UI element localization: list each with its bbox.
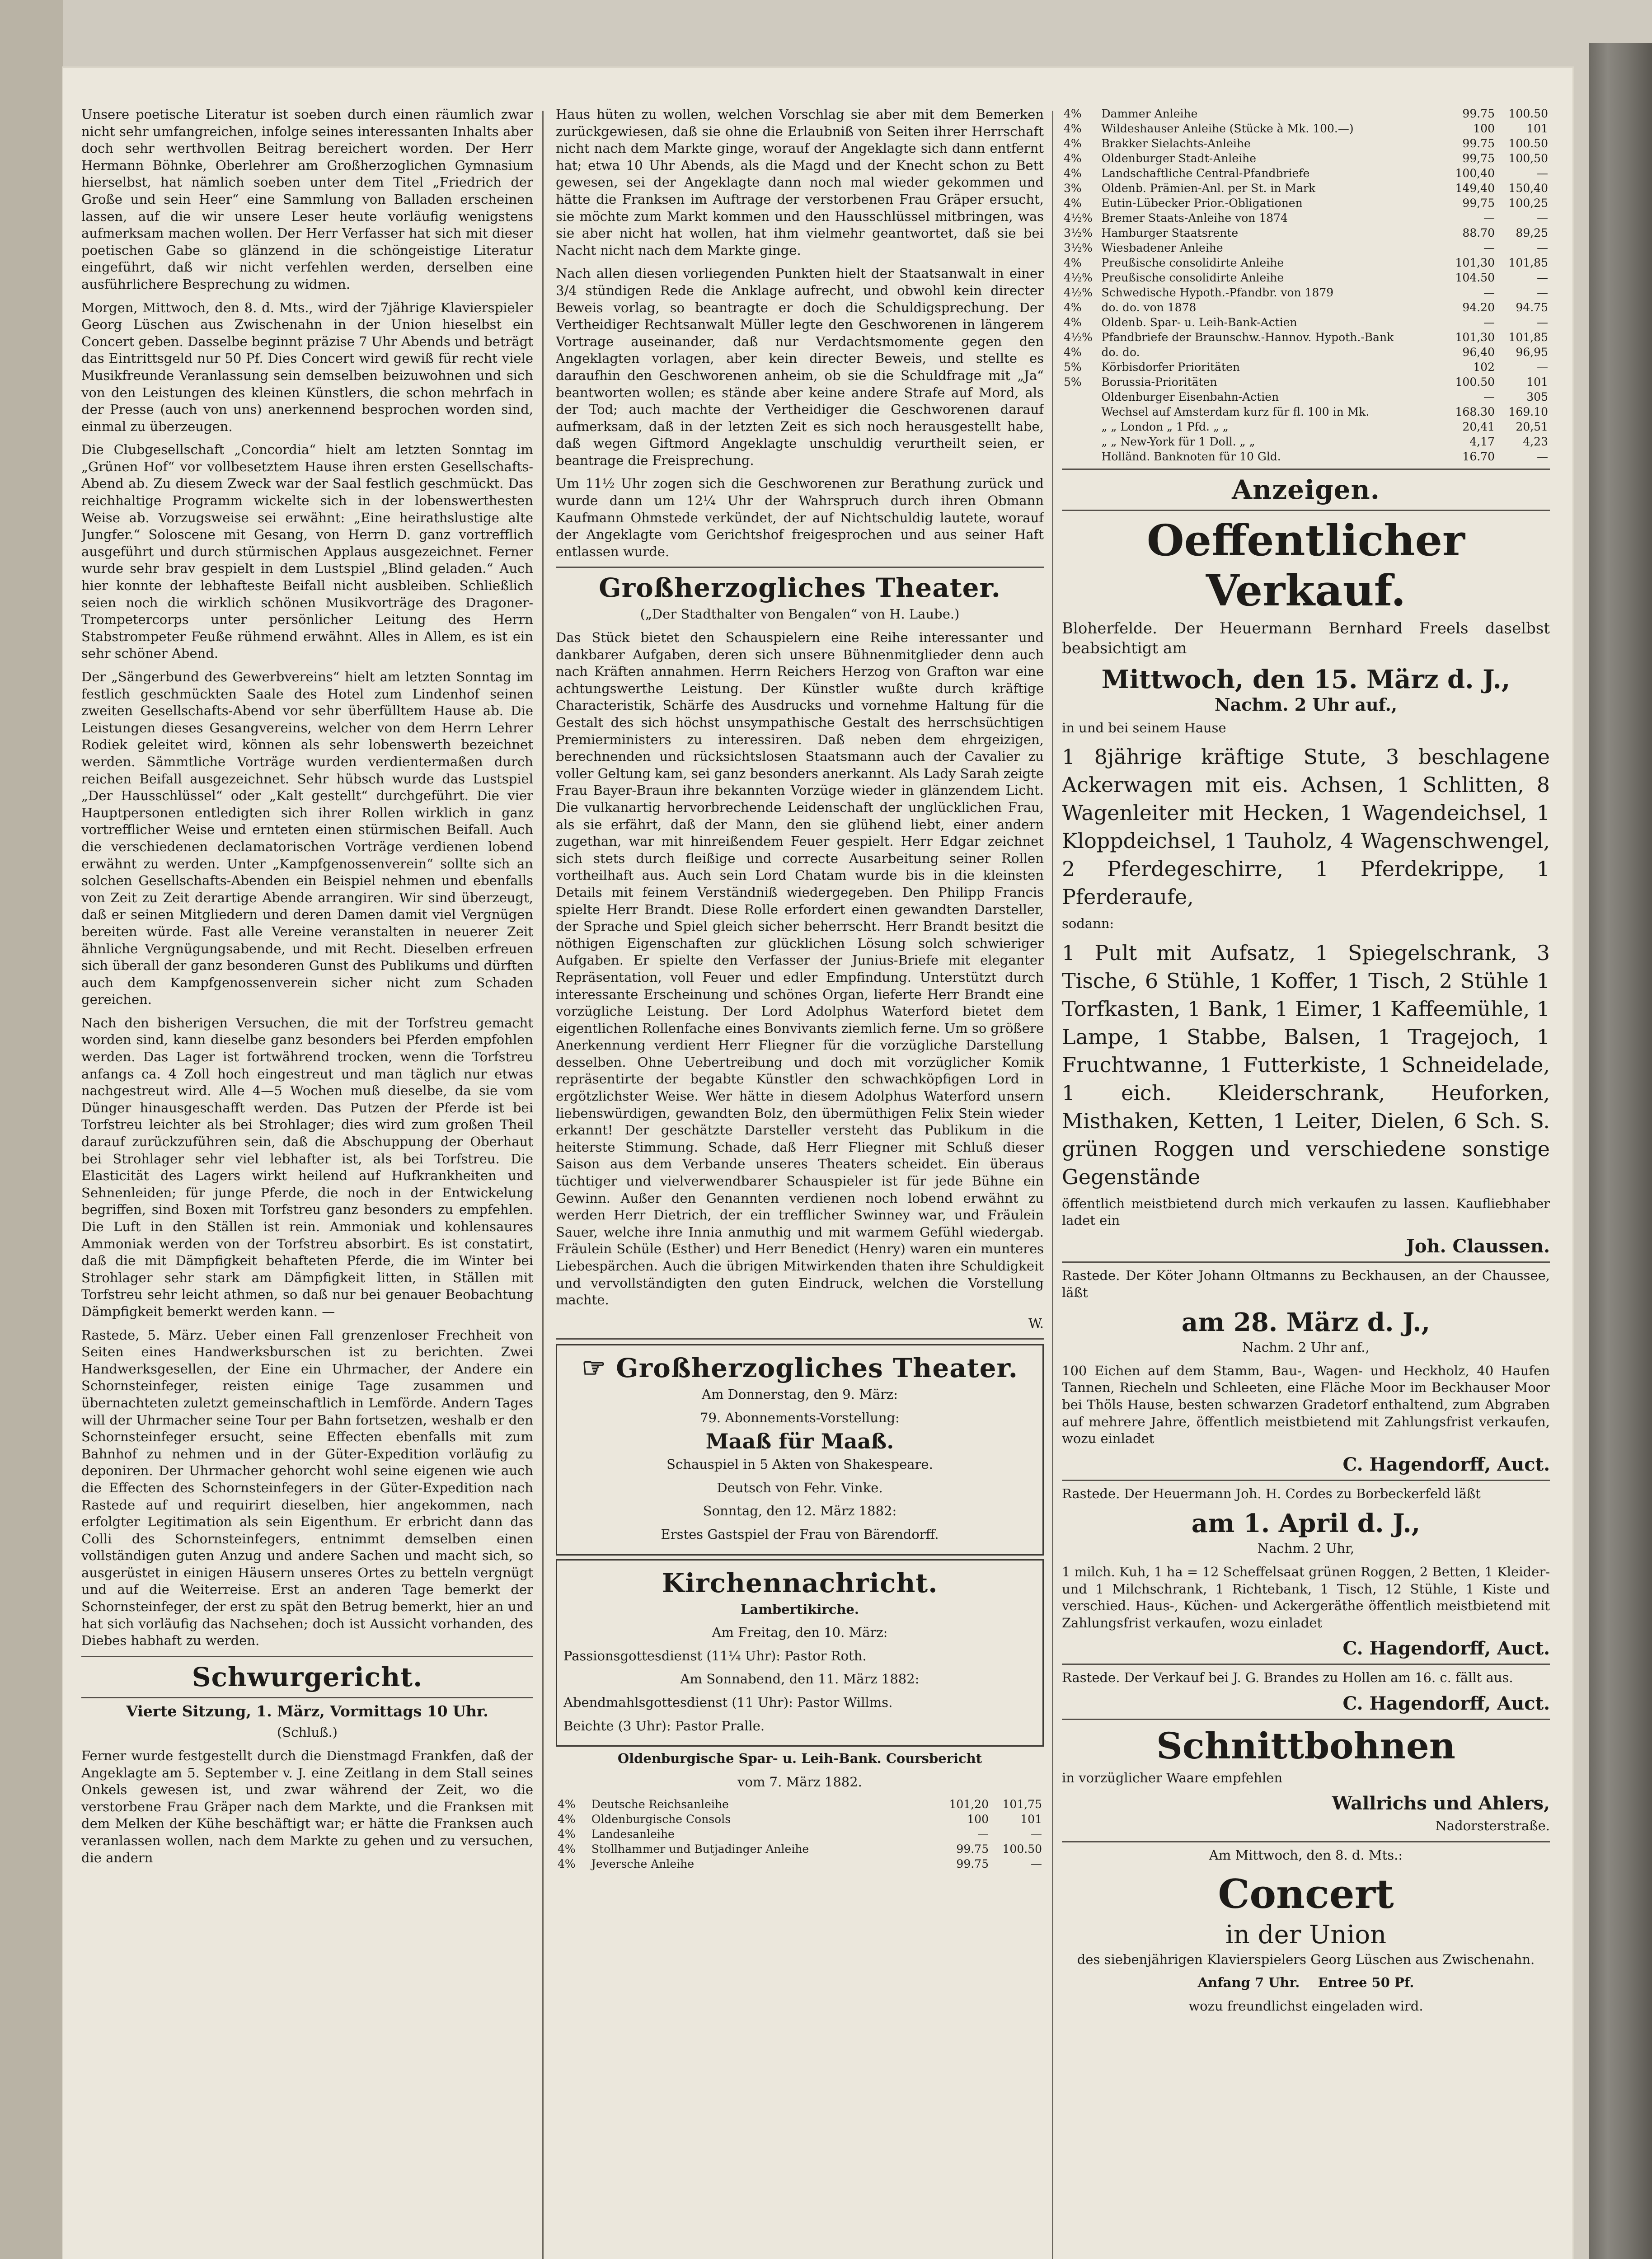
table-cell: 104.50 [1455,271,1495,284]
table-cell: Eutin-Lübecker Prior.-Obligationen [1101,197,1303,210]
divider [1062,1841,1550,1842]
table-cell: „ „ London „ 1 Pfd. „ „ [1101,420,1229,433]
table-cell: 100.50 [1508,137,1548,150]
theater-ad-play: Maaß für Maaß. [705,1429,894,1453]
table-cell: 101,85 [1508,331,1548,344]
table-cell: 94.20 [1462,301,1495,314]
sale2-items: 100 Eichen auf dem Stamm, Bau-, Wagen- und Heckholz, 40 Haufen Tannen, Riecheln und Schleeten, eine Fläche Moor im Beckhauser Moor bei Thöls Hause, besten schwarzen Gradetorf enthaltend, zum Abgraben auf mehrere Jahre, öffentlich meistbietend mit Zahlungsfrist verkaufen, wozu einladet [1062,1363,1550,1447]
table-row [1062,285,1550,300]
table-row [1062,181,1550,196]
theater-ad-line: 79. Abonnements-Vorstellung: [700,1410,900,1425]
section-title-schwurgericht: Schwurgericht. [192,1661,423,1692]
table-row [556,1827,1044,1842]
sale4-signature: C. Hagendorff, Auct. [1342,1692,1550,1714]
table-cell: Brakker Sielachts-Anleihe [1101,137,1251,150]
column-3 [1062,106,1550,2021]
table-cell: 20,51 [1516,420,1548,433]
table-cell: Wiesbadener Anleihe [1101,241,1223,254]
table-cell: — [1031,1828,1042,1841]
theater-ad-line: Sonntag, den 12. März 1882: [703,1503,897,1519]
table-cell: 20,41 [1462,420,1495,433]
table-row [1062,106,1550,121]
table-row [1062,404,1550,419]
table-cell: 4% [558,1842,576,1856]
table-cell: 5% [1064,361,1082,374]
table-cell: 4½% [1064,271,1093,284]
divider [1062,1664,1550,1665]
table-row [1062,121,1550,136]
table-cell: 100.50 [1455,375,1495,389]
table-cell: 100,50 [1508,152,1548,165]
table-row [1062,434,1550,449]
table-row [1062,360,1550,375]
table-cell: Oldenburgische Consols [591,1813,731,1826]
bank-title: Oldenburgische Spar- u. Leih-Bank. Coursbericht [617,1751,982,1767]
table-cell: — [1537,271,1548,284]
book-binding [1589,43,1652,2259]
table-cell: 4% [1064,197,1082,210]
table-cell: Hamburger Staatsrente [1101,226,1239,239]
table-row [556,1797,1044,1812]
theater-ad-line: Schauspiel in 5 Akten von Shakespeare. [666,1457,933,1472]
table-row [1062,449,1550,464]
sale-date: Mittwoch, den 15. März d. J., [1101,665,1511,694]
schwurgericht-plaedoyer: Nach allen diesen vorliegenden Punkten hielt der Staatsanwalt in einer 3/4 stündigen Rede die Anklage aufrecht, und obwohl kein directer Beweis vorlag, so beantragte er doch die Schuldigsprechung. Der Vertheidiger Rechtsanwalt Müller legte den Geschworenen in längerem Vortrage auseinander, daß nur Verdachtsmomente gegen den Angeklagten vorlagen, aber kein directer Beweis, und stellte es daraufhin den Geschworenen anheim, ob sie die Schuldfrage mit „Ja“ beantworten wollen; es stände aber keine andere Strafe auf Mord, als der Tod; auch machte der Vertheidiger die Geschworenen darauf aufmerksam, daß in der letzten Zeit es sich noch herausgestellt habe, daß wegen Giftmord Angeklagte unschuldig verurtheilt seien, er beantrage die Freisprechung. [556,266,1044,468]
table-cell: 3½% [1064,241,1093,254]
table-row [1062,389,1550,404]
table-row [1062,345,1550,360]
theater-ad [556,1344,1044,1555]
table-cell: Pfandbriefe der Braunschw.-Hannov. Hypoth.-Bank [1101,331,1394,344]
sale3-intro: Rastede. Der Heuermann Joh. H. Cordes zu Borbeckerfeld läßt [1062,1486,1481,1501]
table-cell: Preußische consolidirte Anleihe [1101,271,1284,284]
table-row [1062,166,1550,181]
table-cell: 4% [558,1813,576,1826]
article-saengerbund: Der „Sängerbund des Gewerbvereins“ hielt am letzten Sonntag im festlich geschmückten Saale des Hotel zum Lindenhof seinen zweiten Gesellschafts-Abend vor sehr überfülltem Hause ab. Die Leistungen dieses Gesangvereins, welcher von dem Herrn Lehrer Rodiek geleitet wird, können als sehr lobenswerth bezeichnet werden. Sämmtliche Vorträge wurden verdientermaßen durch reichen Beifall ausgezeichnet. Sehr hübsch wurde das Lustspiel „Der Hausschlüssel“ oder „Kalt gestellt“ durchgeführt. Die vier Hauptpersonen entledigten sich ihrer Rollen wirklich in ganz vortrefflicher Weise und ernteten einen stürmischen Beifall. Auch die verschiedenen declamatorischen Vorträge verdienen lobend erwähnt zu werden. Unter „Kampfgenossenverein“ sollte sich an solchen Gesellschafts-Abenden ein Beispiel nehmen und ebenfalls von Zeit zu Zeit derartige Abende arrangiren. Wir sind überzeugt, daß er seinen Mitgliedern und deren Damen damit viel Vergnügen bereiten würde. Fast alle Vereine veranstalten in neuerer Zeit ähnliche Vergnügungsabende, und mit Recht. Dieselben erfreuen sich überall der ganz besonderen Gunst des Publikums und dürften auch dem Kampfgenossenverein sicher nicht zum Schaden gereichen. [81,669,533,1008]
table-cell: Dammer Anleihe [1101,107,1198,120]
table-cell: 4% [1064,107,1082,120]
divider [1062,510,1550,511]
table-cell: do. do. [1101,346,1140,359]
table-cell: 100,25 [1508,197,1548,210]
theater-ad-line: Am Donnerstag, den 9. März: [702,1387,898,1402]
table-cell: 101 [1020,1813,1042,1826]
theater-subtitle: („Der Stadthalter von Bengalen“ von H. Laube.) [640,606,960,622]
section-title-theater: Großherzogliches Theater. [599,572,1001,604]
table-cell: — [1031,1857,1042,1871]
bank-table [556,1797,1044,1871]
sale3-date: am 1. April d. J., [1191,1509,1421,1539]
column-rule [542,111,544,2259]
table-cell: 4% [1064,122,1082,135]
divider [81,1656,533,1657]
table-cell [1062,434,1100,449]
table-cell: Deutsche Reichsanleihe [591,1798,729,1811]
pointing-hand-icon: ☞ [582,1352,606,1384]
table-cell: Körbisdorfer Prioritäten [1101,361,1240,374]
sale2-time: Nachm. 2 Uhr anf., [1242,1340,1370,1355]
exchange-table [1062,106,1550,464]
table-cell: — [1483,286,1495,299]
table-cell: Borussia-Prioritäten [1101,375,1217,389]
column-rule [1052,111,1053,2259]
concert-performer: des siebenjährigen Klavierspielers Georg Lüschen aus Zwischenahn. [1077,1951,1535,1967]
table-cell: 3½% [1064,226,1093,239]
table-cell: 4% [1064,301,1082,314]
table-cell: Oldenb. Spar- u. Leih-Bank-Actien [1101,316,1297,329]
table-cell [1062,404,1100,419]
table-cell: 150,40 [1508,182,1548,195]
beans-address: Nadorsterstraße. [1435,1818,1550,1834]
table-row [1062,151,1550,166]
table-cell: 88.70 [1462,226,1495,239]
table-cell: — [1483,390,1495,403]
table-cell: do. do. von 1878 [1101,301,1197,314]
table-cell: — [1537,211,1548,225]
table-cell: 4% [1064,316,1082,329]
table-cell: — [1537,316,1548,329]
article-literature: Unsere poetische Literatur ist soeben durch einen räumlich zwar nicht sehr umfangreichen, infolge seines interessanten Inhalts aber doch sehr werthvollen Beitrag bereichert worden. Der Herr Hermann Böhnke, Oberlehrer am Großherzoglichen Gymnasium hierselbst, hat nämlich soeben unter dem Titel „Friedrich der Große und sein Heer“ eine Sammlung von Balladen erscheinen lassen, auf die wir unsere Leser heute vorläufig wenigstens aufmerksam machen wollen. Der Herr Verfasser hat sich mit dieser poetischen Gabe so glänzend in die schöngeistige Literatur eingeführt, daß wir nicht verfehlen werden, derselben eine ausführlichere Besprechung zu widmen. [81,107,533,292]
table-row [1062,300,1550,315]
sale-closing: öffentlich meistbietend durch mich verkaufen zu lassen. Kaufliebhaber ladet ein [1062,1195,1550,1228]
table-row [1062,211,1550,225]
table-row [556,1812,1044,1827]
table-cell [1062,419,1100,434]
table-cell: 100.50 [1508,107,1548,120]
divider [556,567,1044,568]
table-row [1062,225,1550,240]
table-cell: Oldenburger Stadt-Anleihe [1101,152,1257,165]
table-cell: 4½% [1064,211,1093,225]
table-cell: — [1537,450,1548,463]
divider [1062,1719,1550,1720]
table-cell: 4% [558,1828,576,1841]
table-cell: — [1537,167,1548,180]
sale3-time: Nachm. 2 Uhr, [1257,1541,1355,1556]
table-cell: 99,75 [1462,197,1495,210]
table-cell: 99,75 [1462,152,1495,165]
table-cell: Holländ. Banknoten für 10 Gld. [1101,450,1281,463]
table-cell: Landesanleihe [591,1828,675,1841]
table-cell: — [1537,361,1548,374]
table-cell: 101,30 [1455,256,1495,269]
sale-time: Nachm. 2 Uhr auf., [1214,694,1398,715]
column-2 [556,106,1044,1871]
church-line: Am Freitag, den 10. März: [712,1625,888,1640]
table-cell: — [1483,316,1495,329]
table-cell: — [1537,286,1548,299]
table-cell: Landschaftliche Central-Pfandbriefe [1101,167,1310,180]
table-cell: 305 [1526,390,1548,403]
sale-items-2: 1 Pult mit Aufsatz, 1 Spiegelschrank, 3 Tische, 6 Stühle, 1 Koffer, 1 Tisch, 2 Stühle 1 Torfkasten, 1 Bank, 1 Eimer, 1 Kaffeemühle, 1 Lampe, 1 Stabbe, Balsen, 1 Tragejoch, 1 Fruchtwanne, 1 Futterkiste, 1 Schneidelade, 1 eich. Kleiderschrank, Heuforken, Misthaken, Ketten, 1 Leiter, Dielen, 6 Sch. S. grünen Roggen und verschiedene sonstige Gegenstände [1062,940,1550,1189]
theater-signature: W. [1028,1315,1044,1331]
article-rastede: Rastede, 5. März. Ueber einen Fall grenzenloser Frechheit von Seiten eines Handwerksburschen ist zu berichten. Zwei Handwerksgesellen, der Eine ein Uhrmacher, der Andere ein Schornsteinfeger, reisten einige Tage zusammen und übernachteten zuletzt gemeinschaftlich in Lemförde. Andern Tages will der Uhrmacher seine Tour per Bahn fortsetzen, weshalb er den Schornsteinfeger ersucht, seine Effecten ebenfalls mit zum Bahnhof zu nehmen und in der Güter-Expedition vorläufig zu deponiren. Der Uhrmacher gehorcht wohl seine eigenen wie auch die Effecten des Schornsteinfegers in der Güter-Expedition nach Rastede auf und requirirt dieselben, hier angekommen, nach erfolgter Legitimation als sein Eigenthum. Er erbricht dann das Colli des Schornsteinfegers, entnimmt demselben einen vollständigen guten Anzug und andere Sachen und macht sich, so ausgerüstet in einigen Häusern unseres Ortes zu betteln vergnügt und auf die Weiterreise. Erst an anderen Tage bemerkt der Schornsteinfeger, der erst zu spät den Betrug bemerkt, hier an und hat sich vorläufig das Nachsehen; doch ist Aussicht vorhanden, des Diebes habhaft zu werden. [81,1327,533,1649]
table-cell: 100 [1473,122,1495,135]
sale-intro: Bloherfelde. Der Heuermann Bernhard Freels daselbst beabsichtigt am [1062,619,1550,657]
table-cell: — [977,1828,989,1841]
table-row [1062,136,1550,151]
table-cell: 4% [1064,167,1082,180]
divider [1062,1480,1550,1481]
table-cell: 100 [967,1813,989,1826]
table-cell: 4% [1064,346,1082,359]
table-cell: 4% [558,1798,576,1811]
table-cell: 4½% [1064,286,1093,299]
table-cell: 101,20 [949,1798,989,1811]
table-cell: 100,40 [1455,167,1495,180]
table-cell: 4% [558,1857,576,1871]
table-cell: 4½% [1064,331,1093,344]
table-cell: 96,40 [1462,346,1495,359]
newspaper-page [63,68,1572,2259]
table-row [1062,375,1550,389]
table-cell: Preußische consolidirte Anleihe [1101,256,1284,269]
theater-ad-title: ☞ Großherzogliches Theater. [582,1352,1018,1384]
article-concert-notice: Morgen, Mittwoch, den 8. d. Mts., wird der 7jährige Klavierspieler Georg Lüschen aus Zwischenahn in der Union hieselbst ein Concert geben. Dasselbe beginnt präzise 7 Uhr Abends und beträgt das Eintrittsgeld nur 50 Pf. Dies Concert wird gewiß für recht viele Musikfreunde Veranlassung sein demselben beizuwohnen und sich von den Leistungen des kleinen Künstlers, die schon mehrfach in der Presse (auch von uns) anerkennend besprochen worden sind, einmal zu überzeugen. [81,300,533,434]
concert-invite: wozu freundlichst eingeladen wird. [1188,1998,1423,2014]
sale-title: Oeffentlicher Verkauf. [1146,516,1465,616]
sale-place: in und bei seinem Hause [1062,720,1226,736]
table-cell: 4% [1064,256,1082,269]
divider [81,1697,533,1698]
sale2-date: am 28. März d. J., [1181,1308,1431,1338]
church-line: Am Sonnabend, den 11. März 1882: [680,1671,920,1687]
table-row [1062,315,1550,330]
table-cell: 96,95 [1516,346,1548,359]
sale3-signature: C. Hagendorff, Auct. [1342,1638,1550,1659]
concert-place: in der Union [1225,1920,1387,1950]
table-cell: Oldenburger Eisenbahn-Actien [1101,390,1279,403]
table-cell: 89,25 [1516,226,1548,239]
article-concordia: Die Clubgesellschaft „Concordia“ hielt am letzten Sonntag im „Grünen Hof“ vor vollbesetztem Hause ihren ersten Gesellschafts-Abend ab. Zu diesem Zweck war der Saal festlich geschmückt. Das reichhaltige Programm wickelte sich in der lobenswerthesten Weise ab. Vorzugsweise sei erwähnt: „Eine heirathslustige alte Jungfer.“ Soloscene mit Gesang, von Herrn D. ganz vortrefflich ausgeführt und durch stürmischen Applaus ausgezeichnet. Ferner wurde sehr brav gespielt in dem Lustspiel „Blind geladen.“ Auch hier konnte der lebhafteste Beifall nicht ausbleiben. Schließlich seien noch die wirklich schönen Musikvorträge des Dragoner-Trompetercorps unter persönlicher Leitung des Herrn Stabstrompeter Feuße rühmend erwähnt. Alles in Allem, es ist ein sehr schöner Abend. [81,442,533,661]
table-cell: — [1483,211,1495,225]
table-cell: 169.10 [1508,405,1548,418]
schwurgericht-text: Ferner wurde festgestellt durch die Dienstmagd Frankfen, daß der Angeklagte am 5. September v. J. eine Zeitlang in dem Stall seines Onkels gewesen ist, und zwar während der Zeit, wo die verstorbene Frau Gräper nach dem Markte, und die Franksen mit dem Melken der Kühe beschäftigt war; er hätte die Franksen auch veranlassen wollen, nach dem Markte zu gehen und zu versuchen, die andern [81,1748,533,1865]
table-cell: Jeversche Anleihe [591,1857,695,1871]
sale3-items: 1 milch. Kuh, 1 ha = 12 Scheffelsaat grünen Roggen, 2 Betten, 1 Kleider- und 1 Milchschrank, 1 Richtebank, 1 Tisch, 12 Stühle, 1 Kiste und verschied. Haus-, Küchen- und Ackergeräthe öffentlich meistbietend mit Zahlungsfrist verkaufen, wozu einladet [1062,1564,1550,1631]
table-row [1062,270,1550,285]
ads-title: Anzeigen. [1232,474,1380,505]
beans-signature: Wallrichs und Ahlers, [1332,1793,1550,1814]
table-row [556,1842,1044,1856]
table-row [1062,419,1550,434]
church-line: Beichte (3 Uhr): Pastor Pralle. [563,1718,765,1734]
table-cell: Schwedische Hypoth.-Pfandbr. von 1879 [1101,286,1334,299]
church-line: Passionsgottesdienst (11¼ Uhr): Pastor Roth. [563,1648,867,1664]
table-cell: Wildeshauser Anleihe (Stücke à Mk. 100.—) [1101,122,1354,135]
divider [556,1338,1044,1340]
table-cell: 99.75 [956,1857,989,1871]
table-cell: 99.75 [956,1842,989,1856]
table-cell: — [1483,241,1495,254]
divider [1062,469,1550,470]
table-cell: Bremer Staats-Anleihe von 1874 [1101,211,1288,225]
table-cell: 4% [1064,152,1082,165]
schwurgericht-continued: Haus hüten zu wollen, welchen Vorschlag sie aber mit dem Bemerken zurückgewiesen, daß sie ohne die Erlaubniß von Seiten ihrer Herrschaft nicht nach dem Markte ginge, worauf der Angeklagte sich dann entfernt hat; etwa 10 Uhr Abends, als die Magd und der Knecht schon zu Bett gewesen, sei der Angeklagte dann noch mal wieder gekommen und hätte die Franksen im Auftrage der verstorbenen Frau Gräper ersucht, sie möchte zum Markt kommen und den Hausschlüssel mitbringen, was sie aber nicht hat wollen, hat ihm vielmehr geantwortet, daß sie bei Nacht nicht nach dem Markte ginge. [556,107,1044,258]
table-cell: 102 [1473,361,1495,374]
schwurgericht-urteil: Um 11½ Uhr zogen sich die Geschworenen zur Berathung zurück und wurde dann um 12¼ Uhr der Wahrspruch durch ihren Obmann Kaufmann Ohmstede verkündet, der auf Nichtschuldig lautete, worauf der Angeklagte vom Gerichtshof freigesprochen und aus seiner Haft entlassen wurde. [556,476,1044,559]
column-1 [81,106,533,1873]
table-row [1062,330,1550,345]
table-cell: 16.70 [1462,450,1495,463]
theater-ad-line: Deutsch von Fehr. Vinke. [717,1480,883,1495]
table-cell: 101,85 [1508,256,1548,269]
bank-date: vom 7. März 1882. [737,1774,862,1790]
schwurgericht-subtitle: Vierte Sitzung, 1. März, Vormittags 10 Uhr. [126,1702,488,1720]
table-cell [1062,449,1100,464]
table-cell: 5% [1064,375,1082,389]
sale4-text: Rastede. Der Verkauf bei J. G. Brandes zu Hollen am 16. c. fällt aus. [1062,1670,1513,1686]
church-title: Kirchennachricht. [662,1567,938,1598]
table-cell: 3% [1064,182,1082,195]
table-cell: Oldenb. Prämien-Anl. per St. in Mark [1101,182,1315,195]
table-cell [1062,389,1100,404]
concert-title: Concert [1218,1870,1394,1917]
table-row [1062,240,1550,255]
table-cell: 101,30 [1455,331,1495,344]
table-cell: 99.75 [1462,107,1495,120]
concert-pre: Am Mittwoch, den 8. d. Mts.: [1209,1847,1403,1863]
table-cell: 4% [1064,137,1082,150]
scan-left-edge [0,0,63,2259]
theater-review: Das Stück bietet den Schauspielern eine Reihe interessanter und dankbarer Aufgaben, deren sich unsere Bühnenmitglieder denn auch nach Kräften annahmen. Herrn Reichers Herzog von Grafton war eine achtungswerthe Leistung. Der Künstler wußte durch kräftige Characteristik, Schärfe des Ausdrucks und vornehme Haltung für die Gestalt des sich höchst unsympathische Gestalt des herrschsüchtigen Premierministers zu interessiren. Daß neben dem ehrgeizigen, berechnenden und rücksichtslosen Staatsmann auch der Cavalier zu voller Geltung kam, sei ganz besonders anerkannt. Als Lady Sarah zeigte Frau Bayer-Braun ihre bekannten Vorzüge wieder in glänzendem Licht. Die vulkanartig hervorbrechende Leidenschaft der unglücklichen Frau, als sie erfährt, daß der Mann, den sie glühend liebt, einer andern zugethan, war mit hinreißendem Feuer gespielt. Herr Edgar zeichnet sich stets durch fleißige und correcte Ausarbeitung seiner Rollen vortheilhaft aus. Auch sein Lord Chatam wurde bis in die kleinsten Details mit feinem Verständniß wiedergegeben. Den Philipp Francis spielte Herr Brandt. Diese Rolle erfordert einen gewandten Darsteller, der Sprache und Spiel gleich sicher beherrscht. Herr Brandt besitzt die nöthigen Eigenschaften zur glücklichen Lösung solch schwieriger Aufgaben. Er spielte den Verfasser der Junius-Briefe mit eleganter Repräsentation, voll Feuer und edler Empfindung. Unterstützt durch interessante Erscheinung und schönes Organ, lieferte Herr Brandt eine vorzügliche Leistung. Der Lord Adolphus Waterford bietet dem eigentlichen Rollenfache eines Bonvivants ziemlich ferne. Um so größere Anerkennung verdient Herr Fliegner für die vorzügliche Darstellung desselben. Ohne Uebertreibung und doch mit vorzüglicher Komik repräsentirte der begabte Künstler den schwachköpfigen Lord in ergötzlichster Weise. Wer hätte in diesem Adolphus Waterford unsern liebenswürdigen, gewandten Bolz, den übermüthigen Felix Stein wieder erkannt! Der geschätzte Darsteller versteht das Publikum in die heiterste Stimmung. Schade, daß Herr Fliegner mit Schluß dieser Saison aus dem Verbande unseres Theaters scheidet. Ein überaus tüchtiger und vielverwendbarer Schauspieler ist für jede Bühne ein Gewinn. Außer den Genannten verdienen noch lobend erwähnt zu werden Herr Dietrich, der ein trefflicher Swinney war, und Fräulein Sauer, welche ihre Innia anmuthig und mit warmem Gefühl wiedergab. Fräulein Schüle (Esther) und Herr Benedict (Henry) waren ein munteres Liebespärchen. Auch die übrigen Mitwirkenden thaten ihre Schuldigkeit und vervollständigten den guten Eindruck, welchen die Vorstellung machte. [556,630,1044,1308]
sale2-intro: Rastede. Der Köter Johann Oltmanns zu Beckhausen, an der Chaussee, läßt [1062,1267,1550,1300]
table-cell: Stollhammer und Butjadinger Anleihe [591,1842,809,1856]
theater-ad-line: Erstes Gastspiel der Frau von Bärendorff. [661,1526,939,1542]
table-row [1062,196,1550,211]
divider [1062,1261,1550,1263]
table-cell: Wechsel auf Amsterdam kurz für fl. 100 in Mk. [1101,405,1370,418]
table-cell: 4,17 [1469,435,1495,448]
church-notice [556,1559,1044,1747]
church-subtitle: Lambertikirche. [741,1601,859,1617]
table-cell: 94.75 [1516,301,1548,314]
beans-text: in vorzüglicher Waare empfehlen [1062,1770,1283,1786]
sale-items-1: 1 8jährige kräftige Stute, 3 beschlagene Ackerwagen mit eis. Achsen, 1 Schlitten, 8 Wagenleiter mit Hecken, 1 Wagendeichsel, 1 Kloppdeichsel, 1 Tauholz, 4 Wagenschwengel, 2 Pferdegeschirre, 1 Pferdekrippe, 1 Pferderaufe, [1062,745,1550,909]
table-cell: 101 [1526,375,1548,389]
table-cell: 101 [1526,122,1548,135]
table-row [556,1856,1044,1871]
sale-sodann: sodann: [1062,916,1114,932]
concert-time-price: Anfang 7 Uhr. Entree 50 Pf. [1197,1975,1414,1991]
beans-title: Schnittbohnen [1156,1724,1455,1767]
table-cell: 100.50 [1002,1842,1042,1856]
table-cell: 149,40 [1455,182,1495,195]
table-cell: 168.30 [1455,405,1495,418]
table-row [1062,255,1550,270]
table-cell: — [1537,241,1548,254]
church-line: Abendmahlsgottesdienst (11 Uhr): Pastor Willms. [563,1694,893,1710]
sale2-signature: C. Hagendorff, Auct. [1342,1453,1550,1475]
table-cell: 99.75 [1462,137,1495,150]
table-cell: 101,75 [1002,1798,1042,1811]
table-cell: 4,23 [1523,435,1548,448]
table-cell: „ „ New-York für 1 Doll. „ „ [1101,435,1255,448]
sale-signature: Joh. Claussen. [1406,1235,1550,1257]
schwurgericht-note: (Schluß.) [277,1725,338,1740]
article-torfstreu: Nach den bisherigen Versuchen, die mit der Torfstreu gemacht worden sind, kann dieselbe ganz besonders bei Pferden empfohlen werden. Das Lager ist fortwährend trocken, wenn die Torfstreu anfangs ca. 4 Zoll hoch eingestreut und man täglich nur etwas nachgestreut wird. Alle 4—5 Wochen muß dieselbe, da sie vom Dünger hinausgeschafft werden. Das Putzen der Pferde ist bei Torfstreu leichter als bei Strohlager; dies wird zum großen Theil darauf zurückzuführen sein, daß die Abschuppung der Oberhaut bei Strohlager sehr viel lebhafter ist, als bei Torfstreu. Die Elasticität des Lagers wirkt heilend auf Hufkrankheiten und Sehnenleiden; für junge Pferde, die noch in der Entwickelung begriffen, sind Boxen mit Torfstreu ganz besonders zu empfehlen. Die Luft in den Ställen ist rein. Ammoniak und kohlensaures Ammoniak werden von der Torfstreu absorbirt. Es ist constatirt, daß die mit Dämpfigkeit behafteten Pferde, die im Winter bei Strohlager sehr stark am Dämpfigkeit litten, in Ställen mit Torfstreu sehr leicht athmen, so daß nur bei genauer Beobachtung Dämpfigkeit bemerkt werden kann. — [81,1015,533,1319]
